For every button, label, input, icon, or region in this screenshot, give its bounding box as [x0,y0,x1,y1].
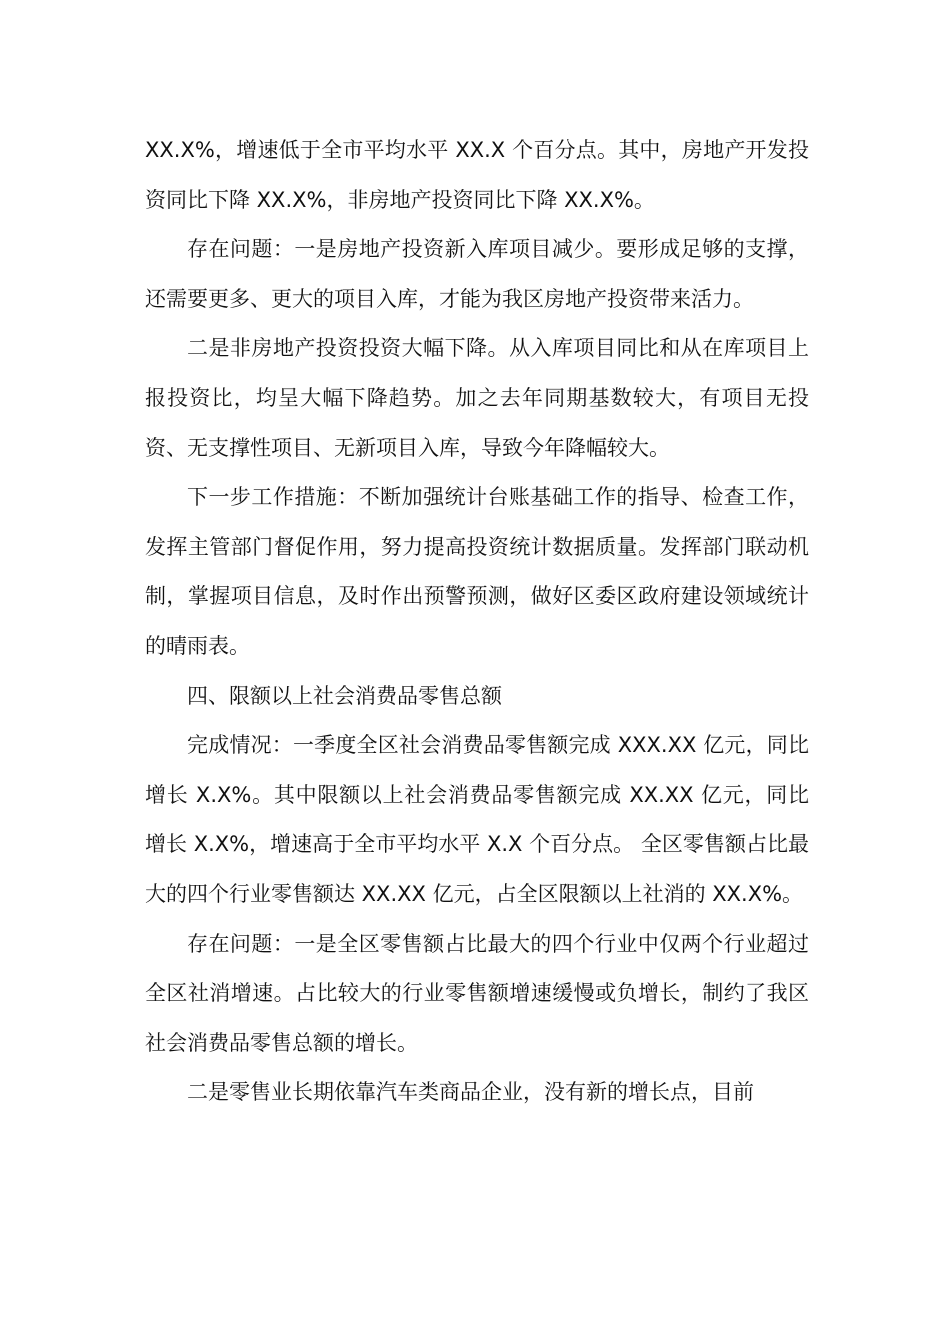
paragraph-retail-problem-one: 存在问题：一是全区零售额占比最大的四个行业中仅两个行业超过全区社消增速。占比较大的行业零售额增速缓慢或负增长，制约了我区社会消费品零售总额的增长。 [145,931,809,1055]
section-heading-retail: 四、限额以上社会消费品零售总额 [187,683,502,708]
document-body [145,126,809,1118]
paragraph-retail-problem-two: 二是零售业长期依靠汽车类商品企业，没有新的增长点，目前 [187,1080,754,1105]
paragraph-investment-summary: XX.X%，增速低于全市平均水平 XX.X 个百分点。其中，房地产开发投资同比下降 XX.X%，非房地产投资同比下降 XX.X%。 [145,138,809,212]
paragraph-realestate-problem: 存在问题：一是房地产投资新入库项目减少。要形成足够的支撑，还需要更多、更大的项目入库，才能为我区房地产投资带来活力。 [145,237,809,311]
paragraph-nonrealestate-problem: 二是非房地产投资投资大幅下降。从入库项目同比和从在库项目上报投资比，均呈大幅下降趋势。加之去年同期基数较大，有项目无投资、无支撑性项目、无新项目入库，导致今年降幅较大。 [145,336,809,460]
paragraph-next-steps: 下一步工作措施：不断加强统计台账基础工作的指导、检查工作，发挥主管部门督促作用，努力提高投资统计数据质量。发挥部门联动机制，掌握项目信息，及时作出预警预测，做好区委区政府建设领域统计的晴雨表。 [145,485,809,658]
paragraph-retail-completion: 完成情况：一季度全区社会消费品零售额完成 XXX.XX 亿元，同比增长 X.X%。其中限额以上社会消费品零售额完成 XX.XX 亿元，同比增长 X.X%，增速高于全市平均水平 X.X 个百分点。 全区零售额占比最大的四个行业零售额达 XX.XX 亿元，占全区限额以上社消的 XX.X%。 [145,733,809,906]
